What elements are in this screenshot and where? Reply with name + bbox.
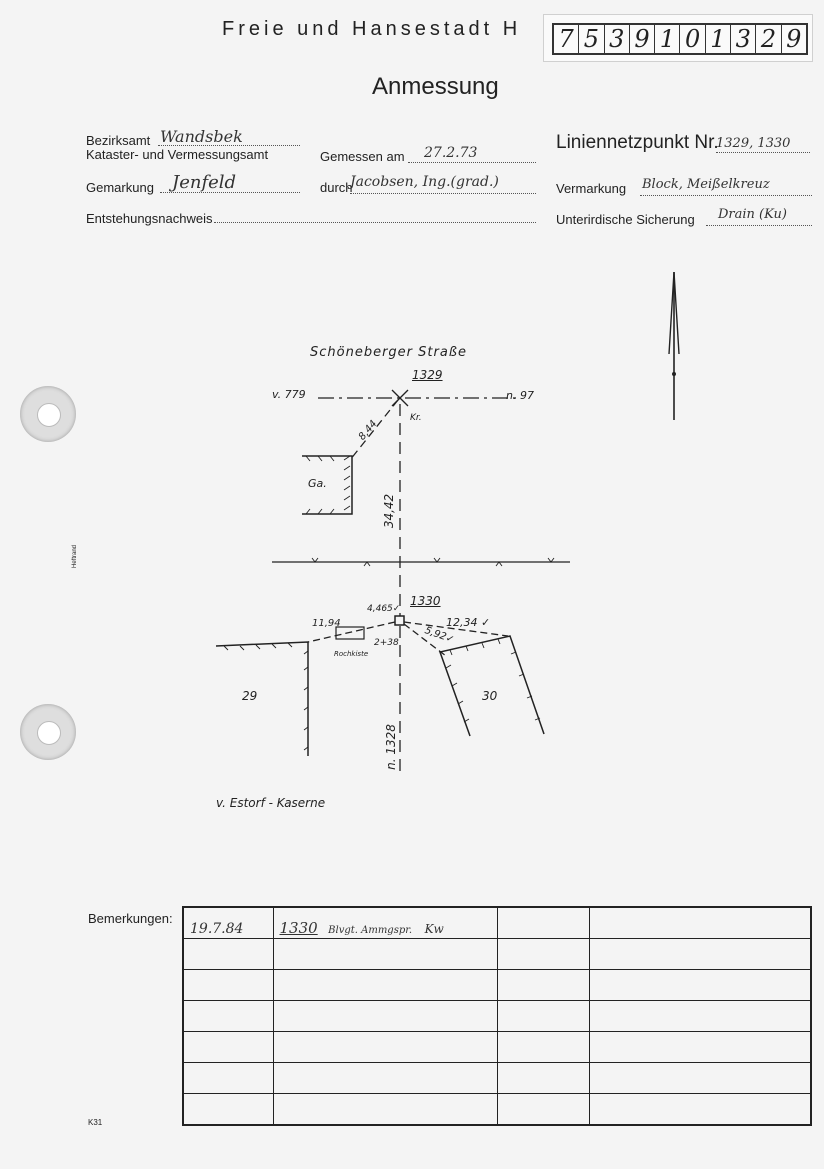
punch-hole <box>20 386 76 442</box>
table-cell <box>183 907 273 939</box>
distance-label: 12,34 ✓ <box>446 616 491 629</box>
rochkiste-label: Rochkiste <box>334 650 369 658</box>
doc-number-digit: 9 <box>630 25 655 53</box>
gemarkung-label: Gemarkung <box>86 180 154 195</box>
gemarkung-field <box>160 172 300 193</box>
point-1330-label: 1330 <box>410 594 441 608</box>
table-row <box>183 1094 811 1126</box>
distance-label: 8,44 <box>356 418 380 443</box>
form-code: K31 <box>88 1118 103 1127</box>
vermarkung-value: Block, Meißelkreuz <box>642 177 770 192</box>
doc-number-digit: 3 <box>731 25 756 53</box>
kr-label: Kr. <box>410 413 422 423</box>
point-1329-label: 1329 <box>412 368 443 382</box>
durch-label: durch <box>320 180 353 195</box>
document-number <box>552 23 808 55</box>
parcel-29-label: 29 <box>242 689 258 703</box>
doc-number-digit: 1 <box>655 25 680 53</box>
n1328-label: n. 1328 <box>383 724 398 770</box>
doc-number-digit: 2 <box>756 25 781 53</box>
durch-value: Jacobsen, Ing.(grad.) <box>350 174 499 190</box>
north-arrow-icon <box>660 268 690 424</box>
sicherung-value: Drain (Ku) <box>718 207 787 222</box>
distance-label: 4,465✓ <box>367 604 401 614</box>
bezirksamt-value: Wandsbek <box>160 127 243 146</box>
liniennetzpunkt-value: 1329, 1330 <box>716 136 791 151</box>
kataster-label: Kataster- und Vermessungsamt <box>86 147 269 162</box>
table-cell <box>497 907 589 939</box>
table-cell <box>589 907 811 939</box>
punch-hole <box>20 704 76 760</box>
remark-date: 19.7.84 <box>190 921 244 937</box>
garage-label: Ga. <box>308 477 327 490</box>
table-row <box>183 1001 811 1032</box>
v779-label: v. 779 <box>272 388 306 401</box>
gemessen-label: Gemessen am <box>320 149 405 164</box>
margin-label: Heftrand <box>72 544 78 568</box>
vermarkung-label: Vermarkung <box>556 181 627 196</box>
bezirksamt-field <box>158 127 300 146</box>
gemessen-field <box>408 144 536 163</box>
liniennetzpunkt-field <box>716 134 810 153</box>
header-title: Freie und Hansestadt H <box>222 18 522 40</box>
table-row <box>183 1032 811 1063</box>
remark-note: Blvgt. Ammgspr. <box>328 925 413 936</box>
liniennetzpunkt-label: Liniennetzpunkt Nr. <box>556 132 719 153</box>
street-label: Schöneberger Straße <box>310 345 467 360</box>
doc-number-digit: 3 <box>605 25 630 53</box>
table-row <box>183 1063 811 1094</box>
distance-label: 5,92✓ <box>423 625 456 646</box>
table-row <box>183 939 811 970</box>
table-row <box>183 970 811 1001</box>
sicherung-label: Unterirdische Sicherung <box>556 212 695 227</box>
doc-number-digit: 5 <box>579 25 604 53</box>
doc-number-digit: 1 <box>706 25 731 53</box>
remark-entry: 1330 <box>279 919 318 937</box>
doc-number-digit: 9 <box>786 25 802 53</box>
parcel-30-label: 30 <box>482 689 498 703</box>
sicherung-field <box>706 205 812 226</box>
remarks-label: Bemerkungen: <box>88 911 173 926</box>
distance-label: 34,42 <box>382 493 397 529</box>
durch-field <box>350 173 536 194</box>
table-row <box>183 907 811 939</box>
gemarkung-value: Jenfeld <box>172 172 237 193</box>
distance-label: 11,94 <box>312 618 341 629</box>
document-title: Anmessung <box>372 73 499 100</box>
doc-number-digit: 7 <box>554 25 579 53</box>
n97-label: n. 97 <box>506 389 534 402</box>
remark-initials: Kw <box>424 922 444 936</box>
gemessen-value: 27.2.73 <box>424 145 478 161</box>
document-number-label <box>543 14 813 62</box>
entstehung-label: Entstehungsnachweis <box>86 211 213 226</box>
entstehung-field <box>214 208 536 223</box>
remarks-table <box>182 906 812 1126</box>
vermarkung-field <box>640 175 812 196</box>
doc-number-digit: 0 <box>680 25 705 53</box>
distance-label: 2+38 <box>374 638 399 648</box>
kaserne-label: v. Estorf - Kaserne <box>216 796 326 810</box>
bezirksamt-label: Bezirksamt <box>86 133 151 148</box>
table-cell <box>273 907 497 939</box>
